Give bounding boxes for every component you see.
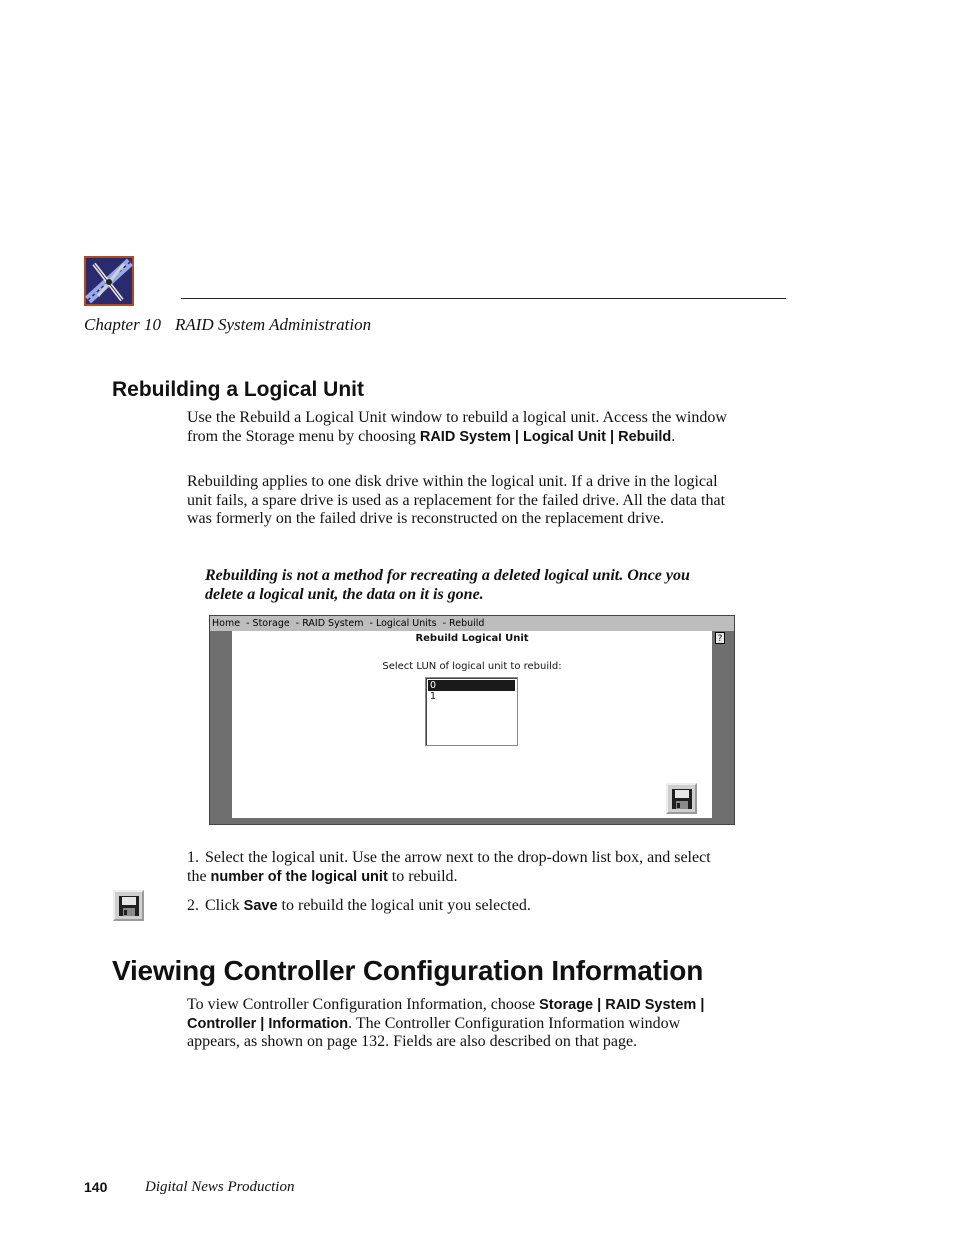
step-1-text-end: to rebuild.	[387, 868, 458, 885]
chapter-label: Chapter 10	[84, 315, 161, 334]
page-number: 140	[84, 1179, 108, 1195]
floppy-disk-icon	[671, 788, 693, 810]
paragraph-controller-text-end: . The Controller Configuration Information window appears, as shown on page 132. Fields are also described on that page.	[187, 1014, 681, 1050]
scissors-film-logo-icon	[84, 256, 134, 306]
step-2	[187, 896, 732, 916]
floppy-disk-icon	[118, 895, 140, 917]
window-content-pane	[232, 631, 723, 818]
lun-option-1[interactable]: 1	[430, 691, 437, 702]
paragraph-intro-text: Use the Rebuild a Logical Unit window to rebuild a logical unit. Access the window from the Storage menu by choosing	[187, 409, 727, 445]
paragraph-intro	[187, 409, 732, 446]
step-1-ui-term: number of the logical unit	[210, 869, 388, 885]
step-1-text: Select the logical unit. Use the arrow next to the drop-down list box, and select the	[187, 849, 711, 885]
menu-path-rebuild: RAID System | Logical Unit | Rebuild	[419, 428, 672, 445]
lun-prompt-label: Select LUN of logical unit to rebuild:	[382, 661, 562, 672]
paragraph-controller-text: To view Controller Configuration Information, choose	[187, 996, 540, 1013]
section-heading-controller-config: Viewing Controller Configuration Information	[112, 955, 704, 986]
save-button[interactable]	[666, 783, 697, 814]
step-2-text: Click	[205, 897, 244, 914]
step-1-number: 1.	[187, 849, 199, 866]
rebuild-window-screenshot	[209, 615, 735, 825]
chapter-title: RAID System Administration	[174, 315, 372, 334]
paragraph-controller-config	[187, 996, 732, 1052]
lun-listbox[interactable]	[425, 677, 518, 746]
lun-option-0[interactable]: 0	[428, 680, 515, 691]
paragraph-rebuild-explanation: Rebuilding applies to one disk drive within the logical unit. If a drive in the logical unit fails, a spare drive is used as a replacement for the failed drive. All the data that was formerly on the failed drive is reconstructed on the replacement drive.	[187, 473, 726, 527]
footer-book-title: Digital News Production	[145, 1179, 295, 1195]
step-2-number: 2.	[187, 897, 199, 914]
margin-save-icon	[113, 890, 144, 921]
step-2-ui-term: Save	[243, 898, 278, 914]
step-1	[187, 848, 732, 887]
section-heading-rebuilding: Rebuilding a Logical Unit	[112, 378, 364, 401]
window-title: Rebuild Logical Unit	[415, 633, 529, 644]
warning-note: Rebuilding is not a method for recreating a deleted logical unit. Once you delete a logical unit, the data on it is gone.	[205, 567, 690, 603]
chapter-header	[84, 315, 371, 335]
help-icon[interactable]: ?	[715, 632, 725, 644]
step-2-text-end: to rebuild the logical unit you selected.	[277, 897, 531, 914]
window-left-frame	[210, 631, 232, 818]
header-rule	[181, 298, 786, 299]
paragraph-intro-end: .	[671, 427, 676, 445]
menu-path-controller-info: Storage | RAID System | Controller | Information	[187, 997, 705, 1032]
breadcrumb[interactable]: Home - Storage - RAID System - Logical Units - Rebuild	[210, 616, 734, 631]
